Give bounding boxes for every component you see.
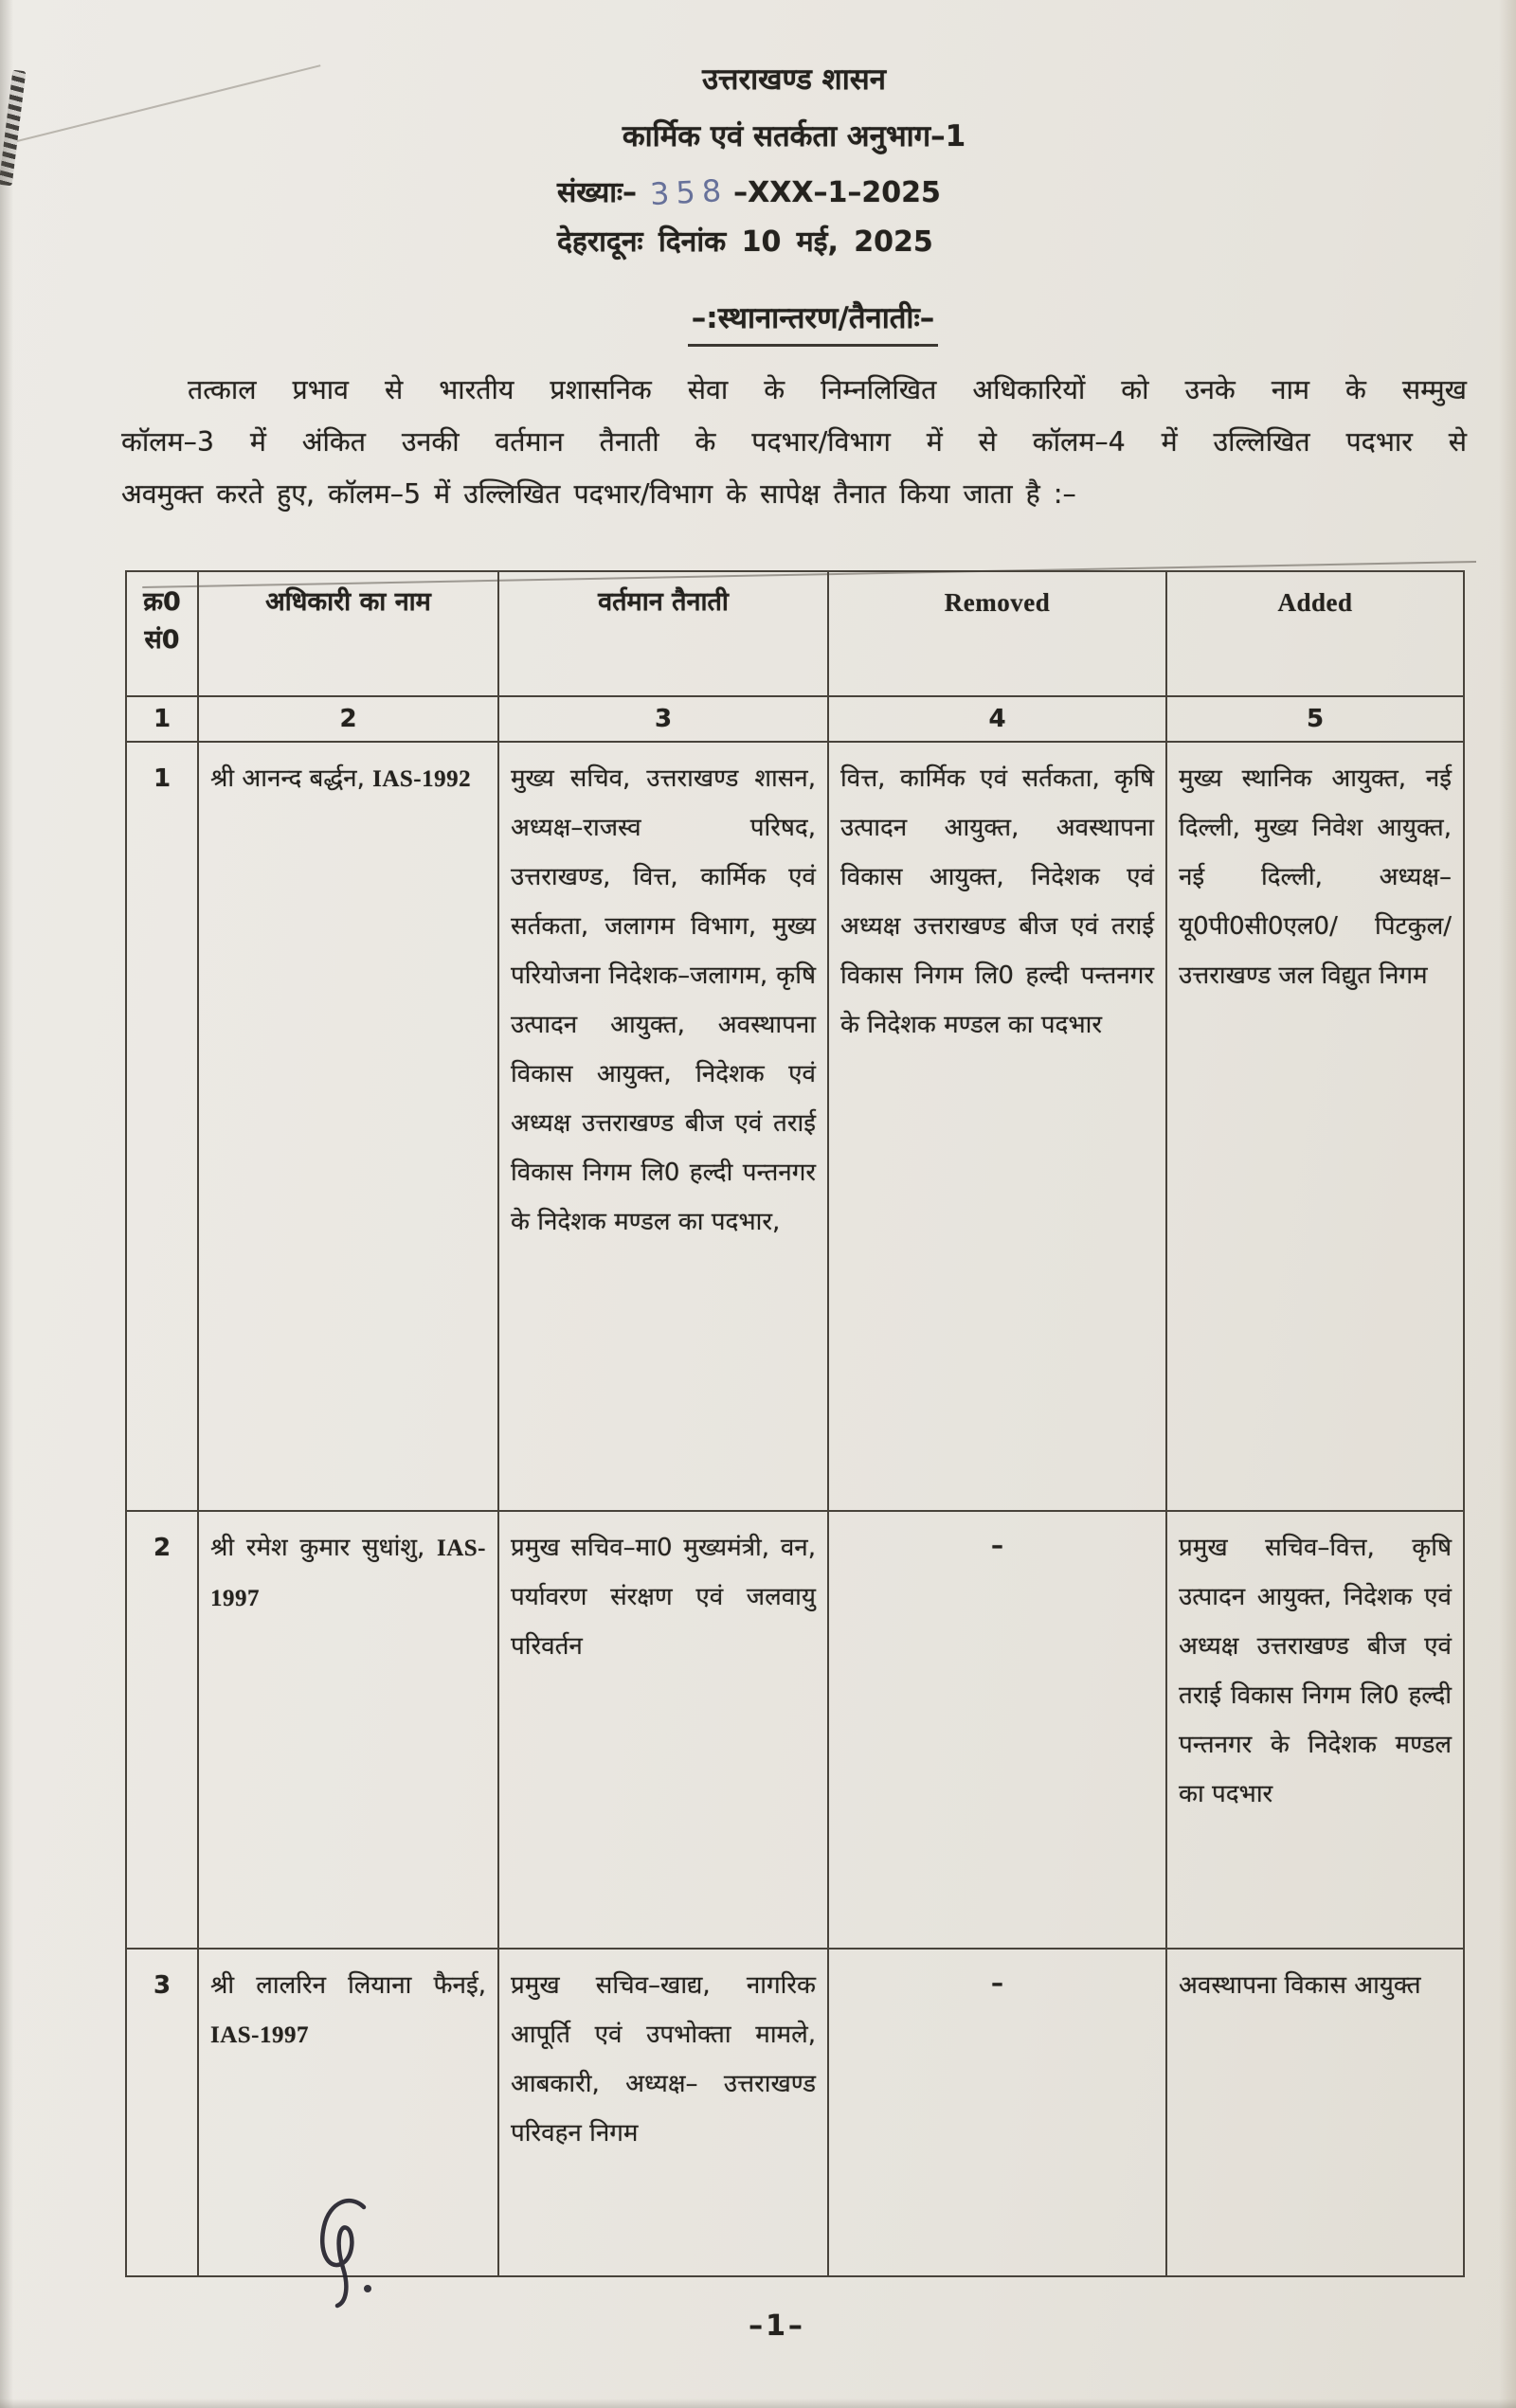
scan-edge-shadow-right xyxy=(1499,0,1516,2408)
header-serial-number xyxy=(126,571,198,696)
paper-fold-line xyxy=(17,64,321,142)
header-officer-name: अधिकारी का नाम xyxy=(198,571,498,696)
column-number-row xyxy=(126,696,1464,742)
intro-line-3: अवमुक्त करते हुए, कॉलम–5 में उल्लिखित पदभार/विभाग के सापेक्ष तैनात किया जाता है :– xyxy=(121,478,1076,510)
order-number-label: संख्याः– xyxy=(557,176,638,209)
row3-removed: – xyxy=(828,1949,1166,2276)
row2-name-hindi: श्री रमेश कुमार सुधांशु, xyxy=(210,1534,425,1562)
column-number-3: 3 xyxy=(498,696,828,742)
subject-title: –:स्थानान्तरण/तैनातीः– xyxy=(688,297,938,347)
department-section-name: कार्मिक एवं सतर्कता अनुभाग–1 xyxy=(622,119,966,153)
intro-line-2: कॉलम–3 में अंकित उनकी वर्तमान तैनाती के पदभार/विभाग में से कॉलम–4 में उल्लिखित पदभार से xyxy=(121,426,1467,458)
row1-current-posting: मुख्य सचिव, उत्तराखण्ड शासन, अध्यक्ष–राजस्व परिषद, उत्तराखण्ड, वित्त, कार्मिक एवं सर्तकता, जलागम विभाग, मुख्य परियोजना निदेशक–जलागम, कृषि उत्पादन आयुक्त, अवस्थापना विकास आयुक्त, निदेशक एवं अध्यक्ष उत्तराखण्ड बीज एवं तराई विकास निगम लि0 हल्दी पन्तनगर के निदेशक मण्डल का पदभार, xyxy=(498,742,828,1511)
column-number-4: 4 xyxy=(828,696,1166,742)
row3-name-hindi: श्री लालरिन लियाना फैनई, xyxy=(210,1971,486,2000)
subject-line-wrap xyxy=(0,297,1516,347)
row2-removed: – xyxy=(828,1511,1166,1949)
page-number: –1– xyxy=(749,2309,805,2343)
row1-name-hindi: श्री आनन्द बर्द्धन, xyxy=(210,764,365,793)
column-number-2: 2 xyxy=(198,696,498,742)
letterhead xyxy=(557,55,1031,267)
table-row xyxy=(126,742,1464,1511)
header-added: Added xyxy=(1166,571,1464,696)
intro-paragraph xyxy=(121,364,1467,520)
row2-added: प्रमुख सचिव–वित्त, कृषि उत्पादन आयुक्त, निदेशक एवं अध्यक्ष उत्तराखण्ड बीज एवं तराई विकास निगम लि0 हल्दी पन्तनगर के निदेशक मण्डल का पदभार xyxy=(1166,1511,1464,1949)
order-number-suffix: –XXX–1–2025 xyxy=(733,176,941,209)
row1-serial: 1 xyxy=(126,742,198,1511)
header-current-posting: वर्तमान तैनाती xyxy=(498,571,828,696)
scan-edge-shadow-left xyxy=(0,0,13,2408)
transfer-posting-table xyxy=(125,570,1465,2277)
row1-added: मुख्य स्थानिक आयुक्त, नई दिल्ली, मुख्य निवेश आयुक्त, नई दिल्ली, अध्यक्ष– यू0पी0सी0एल0/ पिटकुल/उत्तराखण्ड जल विद्युत निगम xyxy=(1166,742,1464,1511)
government-name: उत्तराखण्ड शासन xyxy=(702,63,886,97)
column-number-5: 5 xyxy=(1166,696,1464,742)
header-serial-line2: सं0 xyxy=(144,625,180,655)
order-number-handwritten: 358 xyxy=(649,171,730,213)
row2-current-posting: प्रमुख सचिव–मा0 मुख्यमंत्री, वन, पर्यावरण संरक्षण एवं जलवायु परिवर्तन xyxy=(498,1511,828,1949)
column-number-1: 1 xyxy=(126,696,198,742)
row3-batch: IAS-1997 xyxy=(210,2022,310,2048)
place-and-date: देहरादूनः दिनांक 10 मई, 2025 xyxy=(557,225,933,259)
row1-officer-name xyxy=(198,742,498,1511)
row3-current-posting: प्रमुख सचिव–खाद्य, नागरिक आपूर्ति एवं उपभोक्ता मामले, आबकारी, अध्यक्ष– उत्तराखण्ड परिवहन निगम xyxy=(498,1949,828,2276)
row1-batch: IAS-1992 xyxy=(372,766,472,792)
row1-removed: वित्त, कार्मिक एवं सर्तकता, कृषि उत्पादन आयुक्त, अवस्थापना विकास आयुक्त, निदेशक एवं अध्यक्ष उत्तराखण्ड बीज एवं तराई विकास निगम लि0 हल्दी पन्तनगर के निदेशक मण्डल का पदभार xyxy=(828,742,1166,1511)
signature-mark-icon xyxy=(305,2190,419,2313)
row2-batch: IAS-1997 xyxy=(210,1536,486,1611)
intro-line-1: तत्काल प्रभाव से भारतीय प्रशासनिक सेवा के निम्नलिखित अधिकारियों को उनके नाम के सम्मुख xyxy=(188,374,1467,405)
header-serial-line1: क्र0 xyxy=(143,587,181,617)
order-number-line xyxy=(557,167,1031,218)
table-header-row xyxy=(126,571,1464,696)
scan-edge-shadow-bottom xyxy=(0,2399,1516,2408)
row2-officer-name xyxy=(198,1511,498,1949)
table-row xyxy=(126,1511,1464,1949)
row3-serial: 3 xyxy=(126,1949,198,2276)
row2-serial: 2 xyxy=(126,1511,198,1949)
header-removed: Removed xyxy=(828,571,1166,696)
row3-added: अवस्थापना विकास आयुक्त xyxy=(1166,1949,1464,2276)
